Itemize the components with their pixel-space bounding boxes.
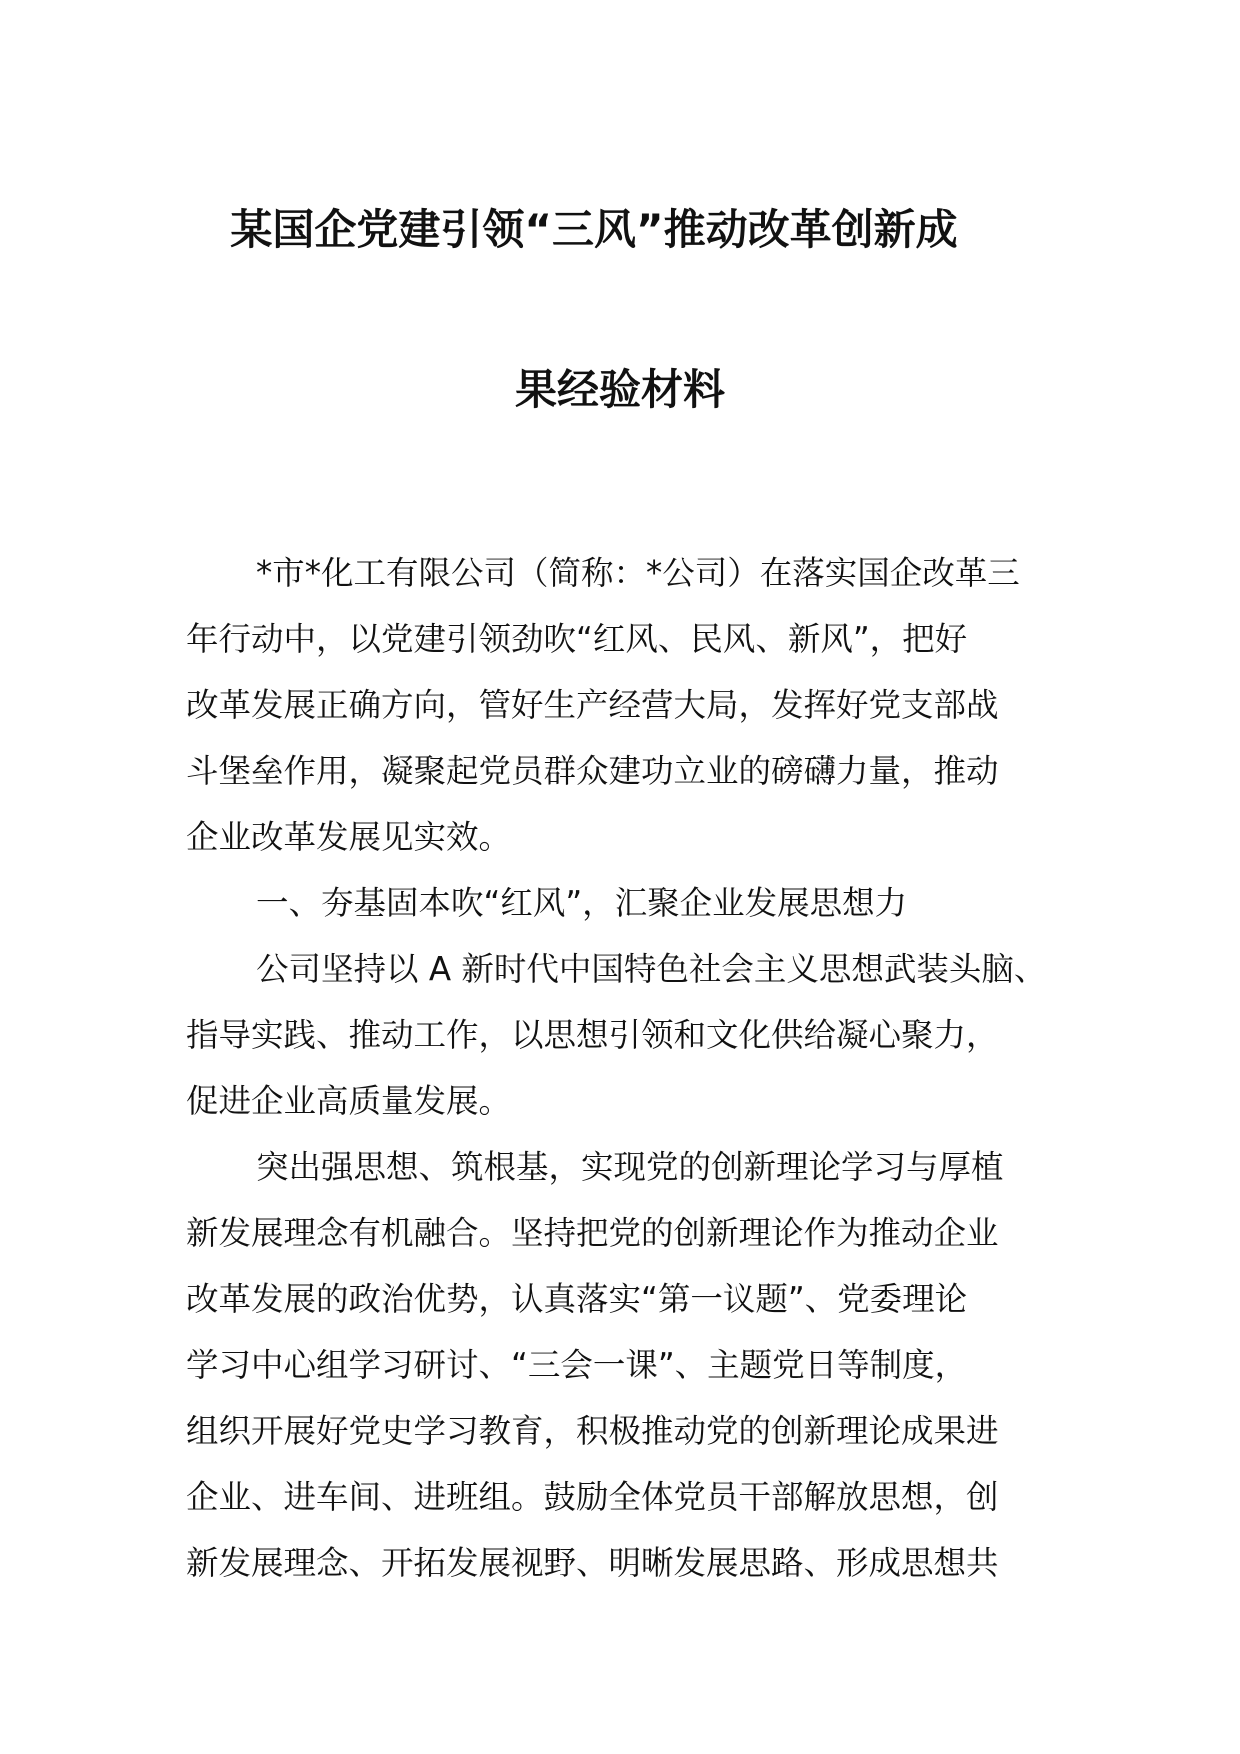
paragraph-1-line-4: 斗堡垒作用，凝聚起党员群众建功立业的磅礴力量，推动 <box>186 752 999 790</box>
paragraph-3-line-1: 突出强思想、筑根基，实现党的创新理论学习与厚植 <box>256 1148 1004 1186</box>
paragraph-1-line-2: 年行动中，以党建引领劲吹“红风、民风、新风”，把好 <box>186 620 968 658</box>
paragraph-3-line-2: 新发展理念有机融合。坚持把党的创新理论作为推动企业 <box>186 1214 999 1252</box>
paragraph-2-line-3: 促进企业高质量发展。 <box>186 1082 512 1120</box>
paragraph-1-line-5: 企业改革发展见实效。 <box>186 818 512 856</box>
paragraph-2-line-1: 公司坚持以 A 新时代中国特色社会主义思想武装头脑、 <box>256 950 1047 988</box>
section-heading-1: 一、夯基固本吹“红风”，汇聚企业发展思想力 <box>256 884 908 922</box>
paragraph-3-line-3: 改革发展的政治优势，认真落实“第一议题”、党委理论 <box>186 1280 968 1318</box>
paragraph-3-line-4: 学习中心组学习研讨、“三会一课”、主题党日等制度， <box>186 1346 968 1384</box>
paragraph-3-line-6: 企业、进车间、进班组。鼓励全体党员干部解放思想，创 <box>186 1478 999 1516</box>
paragraph-2-line-2: 指导实践、推动工作，以思想引领和文化供给凝心聚力， <box>186 1016 999 1054</box>
paragraph-1-line-1: *市*化工有限公司（简称：*公司）在落实国企改革三 <box>256 554 1020 592</box>
paragraph-3-line-5: 组织开展好党史学习教育，积极推动党的创新理论成果进 <box>186 1412 999 1450</box>
document-title-line-1: 某国企党建引领“三风”推动改革创新成 <box>230 205 958 254</box>
paragraph-3-line-7: 新发展理念、开拓发展视野、明晰发展思路、形成思想共 <box>186 1544 999 1582</box>
paragraph-1-line-3: 改革发展正确方向，管好生产经营大局，发挥好党支部战 <box>186 686 999 724</box>
document-title-line-2: 果经验材料 <box>514 365 725 414</box>
